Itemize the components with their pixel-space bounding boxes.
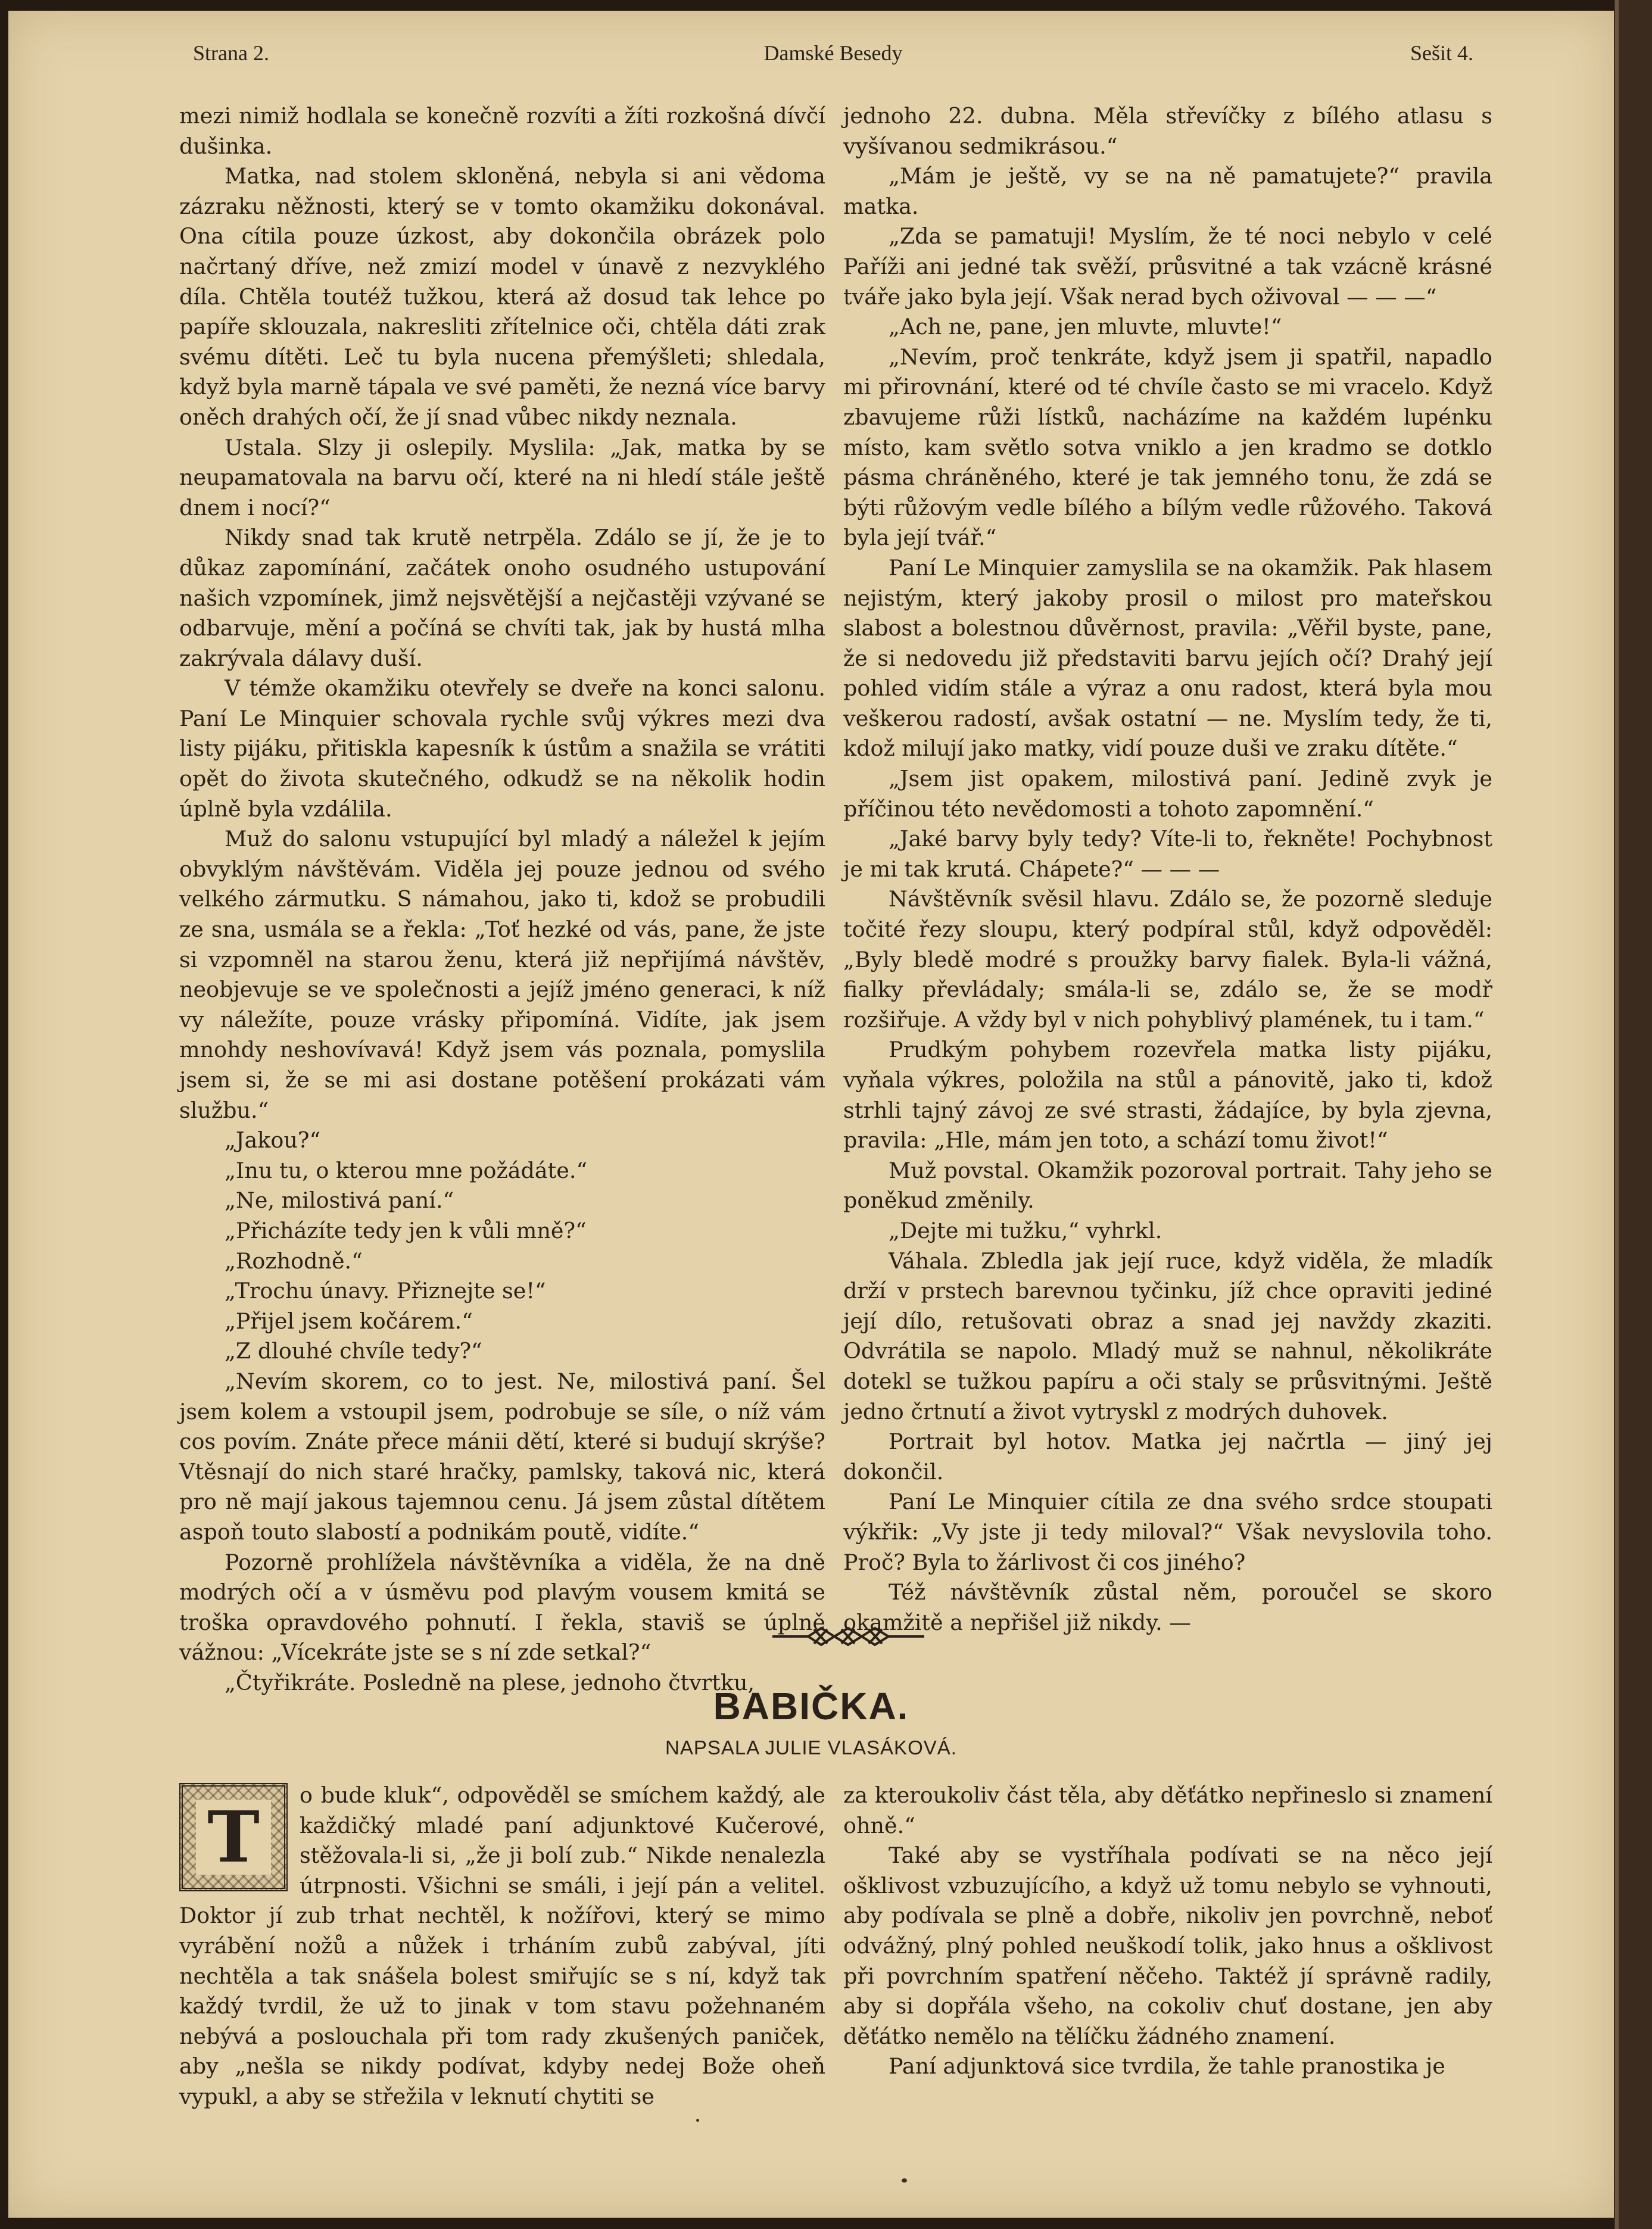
paragraph: Pozorně prohlížela návštěvníka a viděla, že na dně modrých očí a v úsměvu pod plavým vousem kmitá se troška opravdového pohnutí. I řekla, staviš se úplně vážnou: „Vícekráte jste se s ní zde setkal?“: [179, 1549, 825, 1666]
paragraph: „Ne, milostivá paní.“: [225, 1187, 454, 1214]
paragraph: Muž do salonu vstupující byl mladý a náležel k jejím obvyklým návštěvám. Viděla jej pouze jednou od svého velkého zármutku. S námahou, jako ti, kdož se probudili ze sna, usmála se a řekla: „Toť hezké od vás, pane, že jste si vzpomněl na starou ženu, která již nepřijímá návštěv, neobjevuje se ve společnosti a jejíž jméno generaci, k níž vy náležíte, pouze vrásky připomíná. Vidíte, jak jsem mnohdy neshovívavá! Když jsem vás poznala, pomyslila jsem si, že se mi asi dostane potěšení prokázati vám službu.“: [179, 826, 825, 1123]
paragraph: mezi nimiž hodlala se konečně rozvíti a žíti rozkošná dívčí dušinka.: [179, 103, 825, 159]
story-column-left: [179, 101, 825, 1698]
paragraph: „Mám je ještě, vy se na ně pamatujete?“ pravila matka.: [843, 163, 1492, 219]
paragraph: „Nevím skorem, co to jest. Ne, milostivá paní. Šel jsem kolem a vstoupil jsem, podrobuje se síle, o níž vám cos povím. Znáte přece mánii dětí, které si budují skrýše? Vtěsnají do nich staré hračky, pamlsky, taková nic, která pro ně mají jakous tajemnou cenu. Já jsem zůstal dítětem aspoň touto slabostí a podnikám poutě, vidíte.“: [179, 1368, 825, 1545]
header-page-number: Strana 2.: [193, 41, 269, 65]
paragraph: o bude kluk“, odpověděl se smíchem každý, ale každičký mladé paní adjunktové Kučerové, stěžovala-li si, „že ji bolí zub.“ Nikde nenalezla útrpnosti. Všichni se smáli, i její pán a velitel. Doktor jí zub trhat nechtěl, k nožířovi, který se mimo vyrábění nožů a nůžek i trháním zubů zabýval, jíti nechtěla a tak snášela bolest smiřujíc se s ní, když tak každý tvrdil, že už to jinak v tom stavu požehnaném nebývá a poslouchala při tom rady zkušených paniček, aby „nešla se nikdy podívat, kdyby nedej Bože oheň vypukl, a aby se střežila v leknutí chytiti se: [179, 1782, 825, 2109]
paragraph: „Ach ne, pane, jen mluvte, mluvte!“: [889, 314, 1282, 340]
binding-edge: [1615, 0, 1619, 2229]
paragraph: jednoho 22. dubna. Měla střevíčky z bílého atlasu s vyšívanou sedmikrásou.“: [843, 103, 1492, 159]
paragraph: V témže okamžiku otevřely se dveře na konci salonu. Paní Le Minquier schovala rychle svůj výkres mezi dva listy pijáku, přitiskla kapesník k ústům a snažila se vrátiti opět do života skutečného, odkudž se na několik hodin úplně byla vzdálila.: [179, 675, 825, 822]
paragraph: za kteroukoliv část těla, aby děťátko nepřineslo si znamení ohně.“: [843, 1782, 1492, 1838]
running-header: [193, 32, 1473, 74]
paragraph: „Jakou?“: [225, 1127, 321, 1154]
header-issue-number: Sešit 4.: [1410, 41, 1473, 65]
paragraph: Paní adjunktová sice tvrdila, že tahle pranostika je: [889, 2053, 1445, 2080]
paragraph: Paní Le Minquier zamyslila se na okamžik. Pak hlasem nejistým, který jakoby prosil o milost pro mateřskou slabost a bolestnou důvěrnost, pravila: „Věřil byste, pane, že si nedovedu již představiti barvu jejích očí? Drahý její pohled vidím stále a výraz a onu radost, která byla mou veškerou radostí, avšak ostatní — ne. Myslím tedy, že ti, kdož milují jako matky, vidí pouze duši ve zraku dítěte.“: [843, 554, 1492, 762]
print-speck: [902, 2178, 907, 2183]
paragraph: Návštěvník svěsil hlavu. Zdálo se, že pozorně sleduje točité řezy sloupu, který podpíral stůl, když odpověděl: „Byly bledě modré s proužky barvy fialek. Byla-li vážná, fialky převládaly; smála-li se, zdálo se, že se modř rozšiřuje. A vždy byl v nich pohyblivý plamének, tu i tam.“: [843, 886, 1492, 1033]
paragraph: „Inu tu, o kterou mne požádáte.“: [225, 1157, 588, 1183]
print-speck: [696, 2119, 699, 2122]
paragraph: „Z dlouhé chvíle tedy?“: [225, 1338, 482, 1364]
paragraph: „Zda se pamatuji! Myslím, že té noci nebylo v celé Paříži ani jedné tak svěží, průsvitné a tak vzácně krásné tváře jako byla její. Však nerad bych oživoval — — —“: [843, 223, 1492, 310]
binding-spine: [1614, 0, 1652, 2229]
paragraph: „Čtyřikráte. Posledně na plese, jednoho čtvrtku,: [225, 1669, 755, 1695]
babicka-column-right: [843, 1781, 1492, 2082]
story-byline: NAPSALA JULIE VLASÁKOVÁ.: [665, 1737, 957, 1759]
paragraph: Matka, nad stolem skloněná, nebyla si ani vědoma zázraku něžnosti, který se v tomto okamžiku dokonával. Ona cítila pouze úzkost, aby dokončila obrázek polo načrtaný dříve, než zmizí model v únavě z nezvyklého díla. Chtěla toutéž tužkou, která až dosud tak lehce po papíře sklouzala, nakresliti zřítelnice oči, chtěla dáti zrak svému dítěti. Leč tu byla nucena přemýšleti; shledala, když byla marně tápala ve své paměti, že nezná více barvy oněch drahých očí, že jí snad vůbec nikdy neznala.: [179, 163, 825, 430]
paragraph: „Nevím, proč tenkráte, když jsem ji spatřil, napadlo mi přirovnání, které od té chvíle často se mi vracelo. Když zbavujeme růži lístků, nacházíme na každém lupénku místo, kam světlo sotva vniklo a jen kradmo se dotklo pásma chráněného, které je tak jemného tonu, že zdá se býti růžovým vedle bílého a bílým vedle růžového. Taková byla její tvář.“: [843, 344, 1492, 551]
paragraph: „Jsem jist opakem, milostivá paní. Jedině zvyk je příčinou této nevědomosti a tohoto zapomnění.“: [843, 766, 1492, 822]
section-divider-ornament: [772, 1623, 924, 1650]
babicka-column-left: [179, 1781, 825, 2112]
paragraph: Portrait byl hotov. Matka jej načrtla — jiný jej dokončil.: [843, 1429, 1492, 1485]
paragraph: Váhala. Zbledla jak její ruce, když viděla, že mladík drží v prstech barevnou tyčinku, jíž chce opraviti jediné její dílo, retušovati obraz a snad jej navždy zkaziti. Odvrátila se napolo. Mladý muž se nahnul, několikráte dotekl se tužkou papíru a oči staly se průsvitnými. Ještě jedno črtnutí a život vytryskl z modrých duhovek.: [843, 1248, 1492, 1424]
paragraph: Také aby se vystříhala podívati se na něco její ošklivost vzbuzujícího, a když už tomu nebylo se vyhnouti, aby podívala se plně a dobře, nikoliv jen povrchně, neboť odvážný, plný pohled neuškodí tolik, jako hnus a ošklivost při povrchním spatření něčeho. Taktéž jí správně radily, aby si dopřála všeho, na cokoliv chuť dostane, jen aby děťátko nemělo na tělíčku žádného znamení.: [843, 1843, 1492, 2049]
paragraph: Muž povstal. Okamžik pozoroval portrait. Tahy jeho se poněkud změnily.: [843, 1157, 1492, 1214]
drop-cap-letter: T: [196, 1800, 271, 1875]
story-title: BABIČKA.: [713, 1685, 909, 1728]
paragraph: „Dejte mi tužku,“ vyhrkl.: [889, 1217, 1162, 1243]
paragraph: Nikdy snad tak krutě netrpěla. Zdálo se jí, že je to důkaz zapomínání, začátek onoho osudného ustupování našich vzpomínek, jimž nejsvětější a nejčastěji vzývané se odbarvuje, mění a počíná se chvíti tak, jak by hustá mlha zakrývala dálavy duší.: [179, 525, 825, 671]
paragraph: Ustala. Slzy ji oslepily. Myslila: „Jak, matka by se neupamatovala na barvu očí, které na ni hledí stále ještě dnem i nocí?“: [179, 434, 825, 520]
paragraph: „Jaké barvy byly tedy? Víte-li to, řekněte! Pochybnost je mi tak krutá. Chápete?“ — — —: [843, 826, 1492, 882]
paragraph: „Přijel jsem kočárem.“: [225, 1308, 473, 1334]
header-magazine-title: Damské Besedy: [763, 41, 903, 65]
ornamental-drop-cap: [179, 1783, 288, 1891]
paragraph: „Trochu únavy. Přiznejte se!“: [225, 1278, 546, 1304]
paragraph: „Rozhodně.“: [225, 1248, 363, 1274]
paragraph: Paní Le Minquier cítila ze dna svého srdce stoupati výkřik: „Vy jste ji tedy miloval?“ Však nevyslovila toho. Proč? Byla to žárlivost či cos jiného?: [843, 1489, 1492, 1575]
story-column-right: [843, 101, 1492, 1638]
paragraph: „Přicházíte tedy jen k vůli mně?“: [225, 1217, 587, 1243]
paragraph: Též návštěvník zůstal něm, poroučel se skoro okamžitě a nepřišel již nikdy. —: [843, 1579, 1492, 1635]
paragraph: Prudkým pohybem rozevřela matka listy pijáku, vyňala výkres, položila na stůl a pánovitě, jako ti, kdož strhli tajný závoj ze své strasti, žádajíce, by byla zjevna, pravila: „Hle, mám jen toto, a schází tomu život!“: [843, 1037, 1492, 1154]
magazine-page: [8, 11, 1614, 2218]
